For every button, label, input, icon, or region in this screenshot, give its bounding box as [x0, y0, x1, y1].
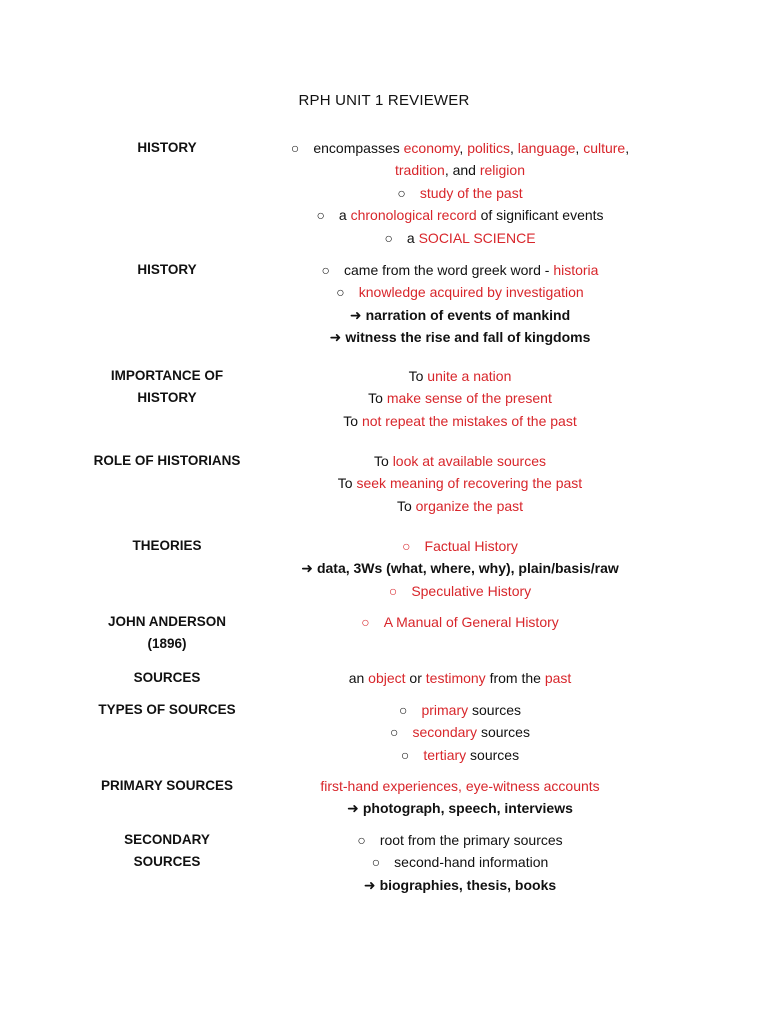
def-line: ○ came from the word greek word - historia	[321, 262, 599, 278]
def-line: To organize the past	[396, 497, 524, 514]
bullet-icon: ○	[398, 702, 408, 718]
definition-history-origin	[270, 259, 650, 349]
def-line: ○ secondary sources	[390, 724, 530, 741]
def-line: To make sense of the present	[368, 390, 552, 407]
bullet-icon: ○	[397, 184, 406, 201]
definition-john-anderson	[270, 611, 650, 633]
def-line: To look at available sources	[374, 453, 546, 469]
bullet-icon: ○	[402, 538, 411, 554]
bullet-icon: ○	[384, 229, 393, 246]
term-sources: SOURCES	[133, 670, 201, 685]
def-line: an object or testimony from the past	[348, 670, 572, 686]
def-line: first-hand experiences, eye-witness accounts	[320, 778, 600, 794]
definition-history	[270, 137, 650, 249]
term-theories: THEORIES	[132, 538, 202, 553]
bullet-icon: ○	[290, 140, 300, 156]
term-role-of-historians: ROLE OF HISTORIANS	[93, 453, 241, 468]
term-history: HISTORY	[137, 140, 197, 155]
bullet-icon: ○	[371, 854, 381, 871]
def-line: tradition, and religion	[395, 162, 525, 179]
def-line: ➜ narration of events of mankind	[349, 306, 571, 323]
arrow-icon: ➜	[301, 560, 313, 577]
definition-theories	[270, 535, 650, 602]
arrow-icon: ➜	[329, 329, 342, 346]
def-line: ○ Factual History	[402, 538, 518, 554]
def-line: ○ primary sources	[398, 702, 522, 718]
page-title: RPH UNIT 1 REVIEWER	[298, 92, 470, 109]
definition-types	[270, 699, 650, 766]
bullet-icon: ○	[388, 582, 398, 599]
bullet-icon: ○	[336, 284, 345, 301]
bullet-icon: ○	[316, 207, 325, 224]
definition-secondary	[270, 829, 650, 896]
def-line: ➜ witness the rise and fall of kingdoms	[329, 329, 591, 346]
def-line: ○ a SOCIAL SCIENCE	[384, 229, 536, 246]
def-line: ➜ photograph, speech, interviews	[347, 800, 573, 817]
def-line: To seek meaning of recovering the past	[337, 475, 583, 492]
def-line: ○ encompasses economy, politics, language, culture,	[290, 140, 630, 156]
def-line: To not repeat the mistakes of the past	[343, 412, 577, 429]
arrow-icon: ➜	[363, 876, 376, 893]
def-line: ○ tertiary sources	[400, 746, 520, 763]
def-line: ○ Speculative History	[388, 582, 532, 599]
bullet-icon: ○	[321, 262, 331, 278]
definition-sources	[270, 667, 650, 689]
def-line: ○ second-hand information	[371, 854, 549, 871]
bullet-icon: ○	[390, 724, 399, 741]
def-line: ➜ data, 3Ws (what, where, why), plain/basis/raw	[301, 560, 619, 577]
def-line: ○ a chronological record of significant events	[316, 207, 604, 224]
definition-importance	[270, 365, 650, 432]
term-secondary-sources: SECONDARY SOURCES	[124, 832, 210, 870]
bullet-icon: ○	[361, 614, 370, 630]
arrow-icon: ➜	[347, 800, 359, 817]
def-line: ➜ biographies, thesis, books	[363, 876, 557, 893]
definition-role	[270, 450, 650, 517]
arrow-icon: ➜	[349, 306, 362, 323]
definition-primary	[270, 775, 650, 820]
bullet-icon: ○	[400, 746, 410, 763]
term-history: HISTORY	[137, 262, 197, 277]
term-primary-sources: PRIMARY SOURCES	[100, 778, 234, 793]
bullet-icon: ○	[357, 832, 366, 848]
def-line: ○ A Manual of General History	[361, 614, 559, 630]
def-line: To unite a nation	[408, 368, 512, 384]
def-line: ○ study of the past	[397, 184, 523, 201]
def-line: ○ knowledge acquired by investigation	[336, 284, 584, 301]
def-line: ○ root from the primary sources	[357, 832, 563, 848]
term-importance-of-history: IMPORTANCE OF HISTORY	[110, 368, 224, 406]
term-john-anderson: JOHN ANDERSON (1896)	[107, 614, 226, 652]
term-types-of-sources: TYPES OF SOURCES	[98, 702, 236, 717]
